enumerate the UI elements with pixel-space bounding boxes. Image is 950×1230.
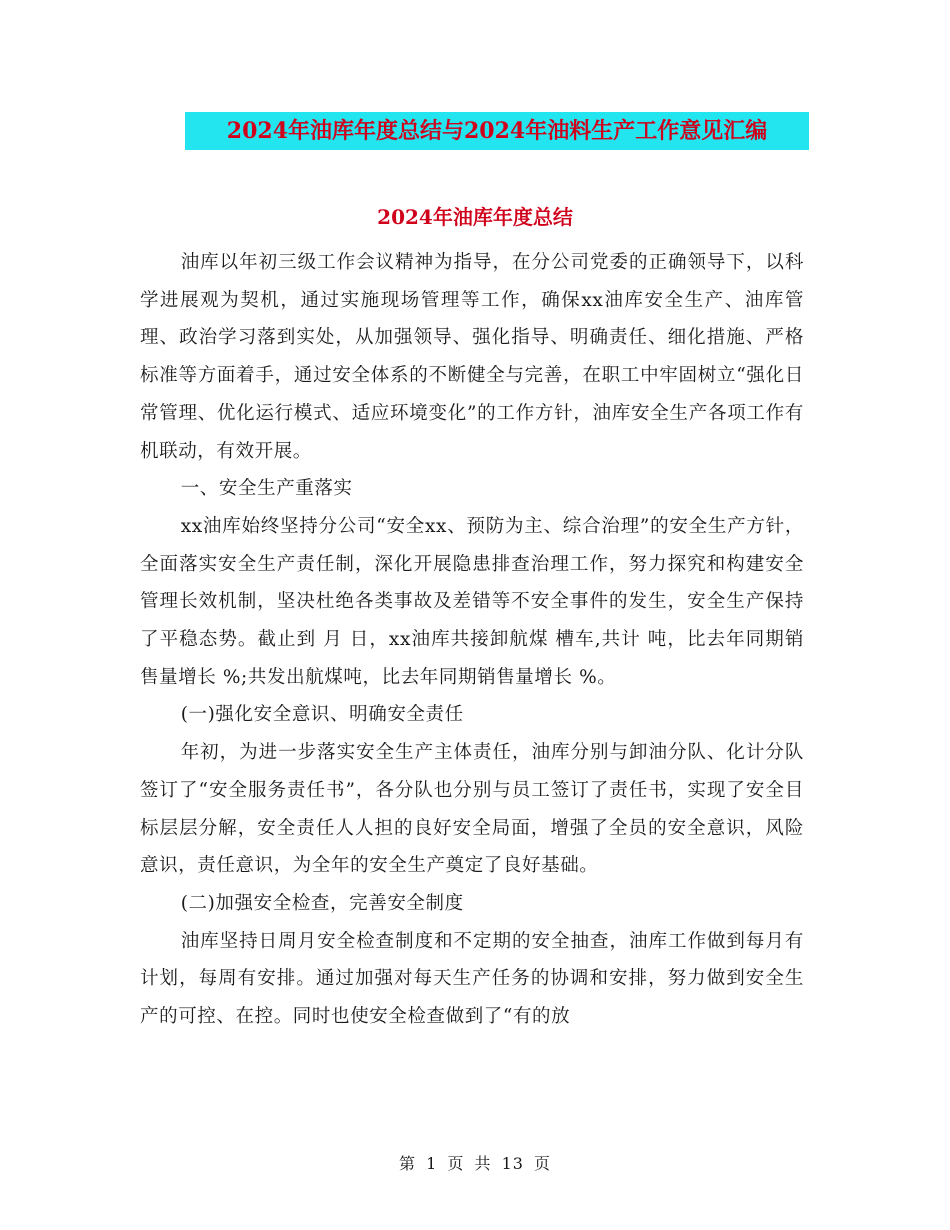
page-footer <box>0 1152 950 1176</box>
section-title: 2024年油库年度总结 <box>377 205 573 229</box>
footer-prefix: 第 <box>398 1154 416 1173</box>
footer-total-prefix: 共 <box>474 1154 492 1173</box>
paragraph: 油库以年初三级工作会议精神为指导，在分公司党委的正确领导下，以科学进展观为契机，通过实施现场管理等工作，确保xx油库安全生产、油库管理、政治学习落到实处，从加强领导、强化指导、明确责任、细化措施、严格标准等方面着手，通过安全体系的不断健全与完善，在职工中牢固树立“强化日常管理、优化运行模式、适应环境变化”的工作方针，油库安全生产各项工作有机联动，有效开展。 <box>140 252 804 462</box>
document-body <box>140 244 804 1036</box>
paragraph: 年初，为进一步落实安全生产主体责任，油库分别与卸油分队、化计分队签订了“安全服务责任书”，各分队也分别与员工签订了责任书，实现了安全目标层层分解，安全责任人人担的良好安全局面，增强了全员的安全意识，风险意识，责任意识，为全年的安全生产奠定了良好基础。 <box>140 742 804 877</box>
paragraph: 油库坚持日周月安全检查制度和不定期的安全抽查，油库工作做到每月有计划，每周有安排。通过加强对每天生产任务的协调和安排，努力做到安全生产的可控、在控。同时也使安全检查做到了“有的放 <box>140 930 804 1028</box>
heading-safety: 一、安全生产重落实 <box>180 478 353 500</box>
subheading-inspection: (二)加强安全检查，完善安全制度 <box>180 892 464 914</box>
document-title: 2024年油库年度总结与2024年油料生产工作意见汇编 <box>185 112 809 150</box>
paragraph: xx油库始终坚持分公司“安全xx、预防为主、综合治理”的安全生产方针，全面落实安全生产责任制，深化开展隐患排查治理工作，努力探究和构建安全管理长效机制，坚决杜绝各类事故及差错等不安全事件的发生，安全生产保持了平稳态势。截止到 月 日，xx油库共接卸航煤 槽车,共计 吨，比去年同期销售量增长 %;共发出航煤吨，比去年同期销售量增长 %。 <box>140 515 804 688</box>
footer-total-unit: 页 <box>534 1154 552 1173</box>
page-number: 1 <box>426 1154 438 1173</box>
total-pages: 13 <box>501 1154 524 1173</box>
footer-page-unit: 页 <box>447 1154 465 1173</box>
subheading-awareness: (一)强化安全意识、明确安全责任 <box>180 704 464 726</box>
